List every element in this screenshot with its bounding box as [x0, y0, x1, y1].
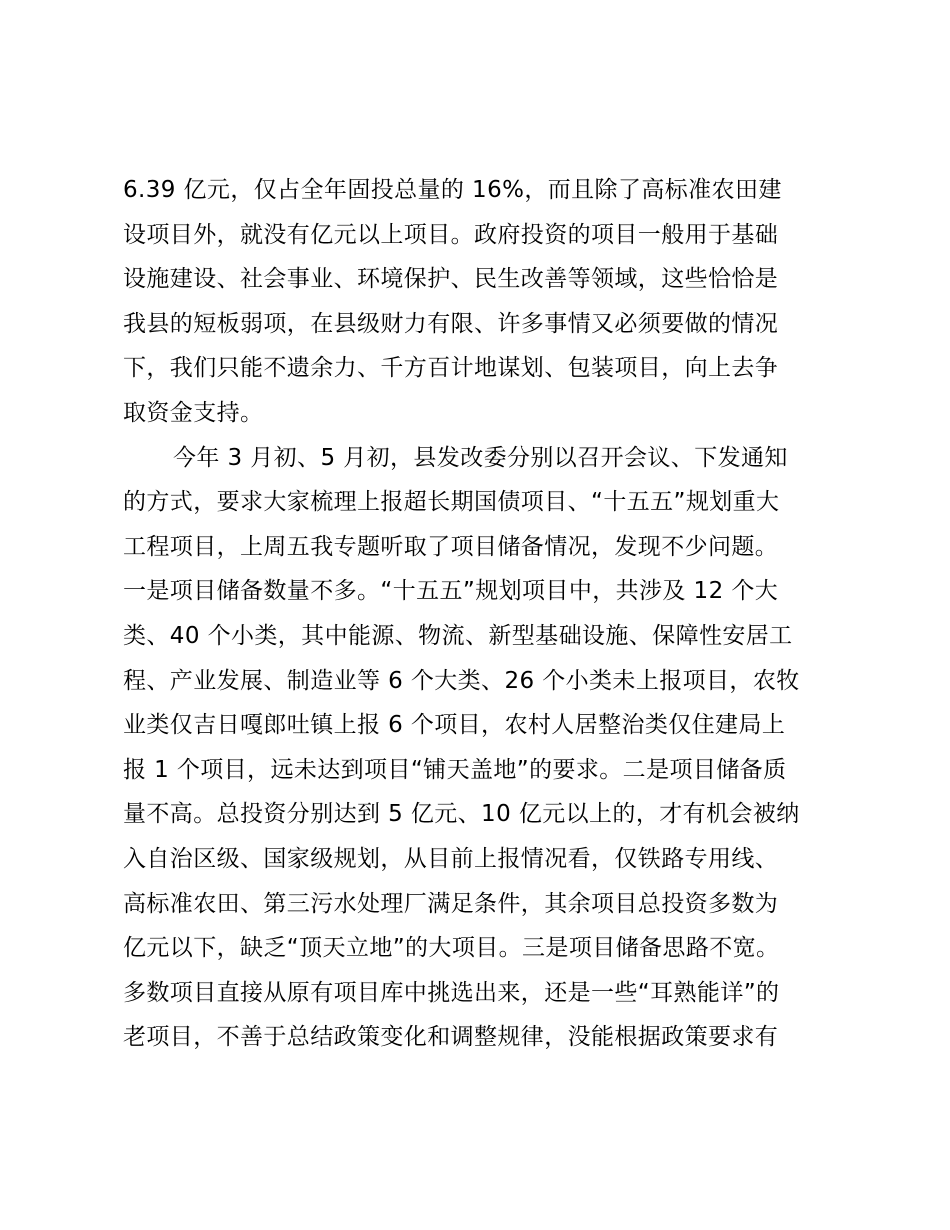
- text-line: 工程项目，上周五我专题听取了项目储备情况，发现不少问题。: [123, 533, 779, 560]
- text-line: 业类仅吉日嘎郎吐镇上报 6 个项目，农村人居整治类仅住建局上: [123, 712, 786, 739]
- text-line: 入自治区级、国家级规划，从目前上报情况看，仅铁路专用线、: [123, 845, 779, 872]
- text-line: 今年 3 月初、5 月初，县发改委分别以召开会议、下发通知: [173, 444, 788, 471]
- text-line: 报 1 个项目，远未达到项目“铺天盖地”的要求。二是项目储备质: [123, 756, 787, 783]
- text-line: 类、40 个小类，其中能源、物流、新型基础设施、保障性安居工: [123, 622, 793, 649]
- text-line: 老项目，不善于总结政策变化和调整规律，没能根据政策要求有: [123, 1024, 779, 1051]
- text-line: 设施建设、社会事业、环境保护、民生改善等领域，这些恰恰是: [123, 266, 779, 293]
- paragraph-2: [123, 436, 835, 1060]
- text-line: 6.39 亿元，仅占全年固投总量的 16%，而且除了高标准农田建: [123, 177, 782, 203]
- text-line: 一是项目储备数量不多。“十五五”规划项目中，共涉及 12 个大: [123, 578, 779, 605]
- text-line: 高标准农田、第三污水处理厂满足条件，其余项目总投资多数为: [123, 890, 779, 917]
- text-line: 的方式，要求大家梳理上报超长期国债项目、“十五五”规划重大: [123, 489, 780, 516]
- text-line: 我县的短板弱项，在县级财力有限、许多事情又必须要做的情况: [123, 310, 779, 337]
- text-line: 取资金支持。: [123, 399, 264, 426]
- text-line: 多数项目直接从原有项目库中挑选出来，还是一些“耳熟能详”的: [123, 979, 780, 1006]
- text-line: 设项目外，就没有亿元以上项目。政府投资的项目一般用于基础: [123, 221, 779, 248]
- document-body: [123, 168, 835, 1060]
- paragraph-1: [123, 168, 835, 436]
- text-line: 程、产业发展、制造业等 6 个大类、26 个小类未上报项目，农牧: [123, 667, 800, 694]
- text-line: 下，我们只能不遗余力、千方百计地谋划、包装项目，向上去争: [123, 355, 779, 382]
- text-line: 量不高。总投资分别达到 5 亿元、10 亿元以上的，才有机会被纳: [123, 801, 800, 828]
- text-line: 亿元以下，缺乏“顶天立地”的大项目。三是项目储备思路不宽。: [123, 935, 780, 962]
